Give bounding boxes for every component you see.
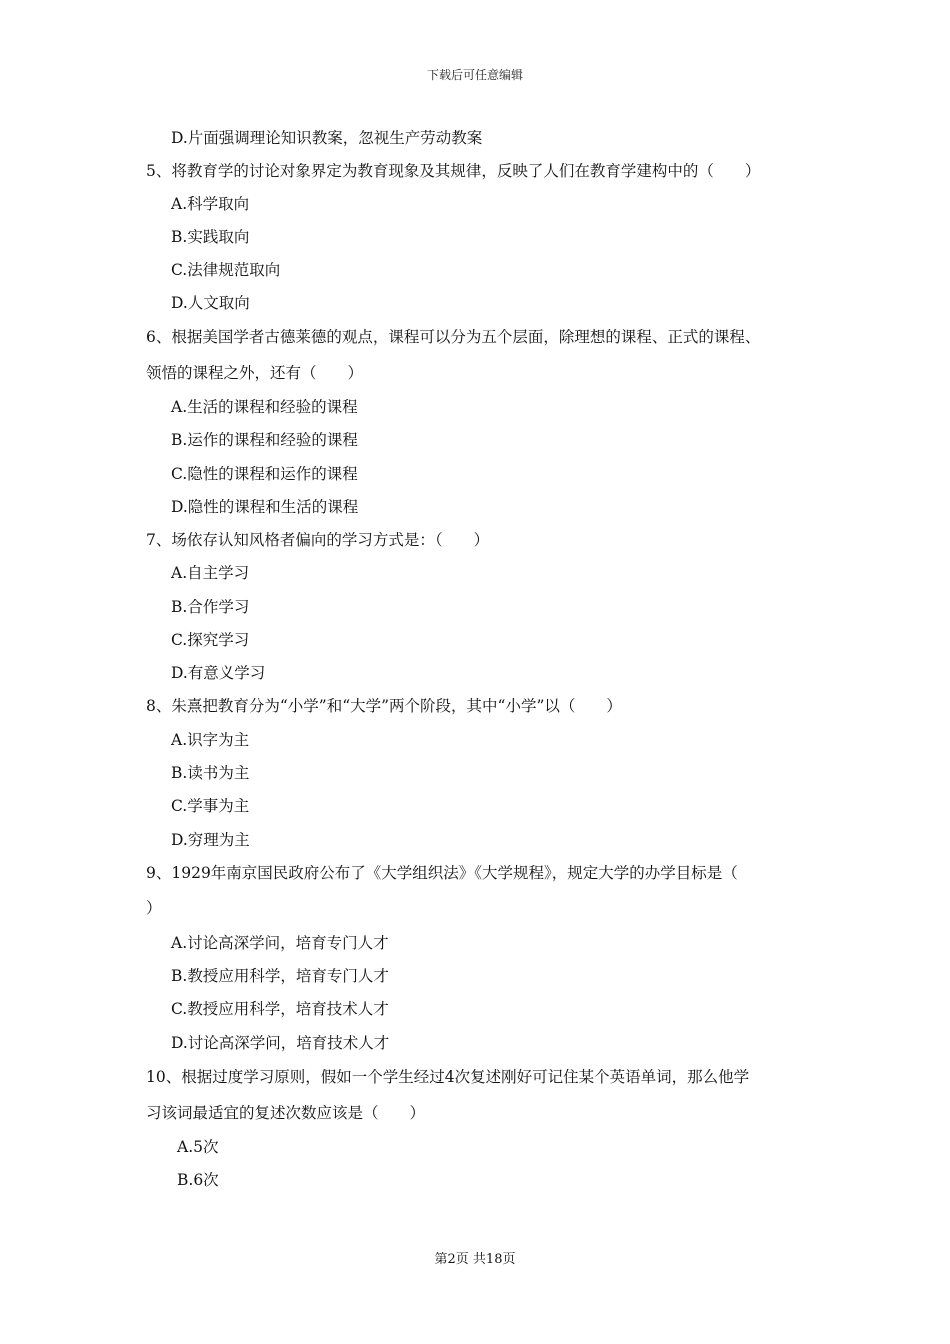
option-line: D.穷理为主 (171, 831, 250, 849)
option-line: A.科学取向 (171, 195, 250, 213)
question-line: 7、场依存认知风格者偏向的学习方式是：（ ） (146, 531, 490, 549)
question-line: 9、1929年南京国民政府公布了《大学组织法》《大学规程》，规定大学的办学目标是（ (146, 864, 738, 882)
option-line: B.教授应用科学，培育专门人才 (171, 967, 389, 985)
option-line: A.识字为主 (171, 731, 250, 749)
option-line: C.探究学习 (171, 631, 250, 649)
question-line: 领悟的课程之外，还有（ ） (146, 364, 364, 382)
option-line: D.隐性的课程和生活的课程 (171, 498, 359, 516)
question-line: 习该词最适宜的复述次数应该是（ ） (146, 1104, 426, 1122)
option-line: B.合作学习 (171, 598, 250, 616)
option-line: C.法律规范取向 (171, 261, 281, 279)
page-footer: 第2页 共18页 (434, 1252, 516, 1267)
question-line: ） (146, 899, 162, 917)
option-line: C.隐性的课程和运作的课程 (171, 465, 358, 483)
option-line: C.教授应用科学，培育技术人才 (171, 1000, 389, 1018)
option-line: A.自主学习 (171, 564, 250, 582)
question-line: 5、将教育学的讨论对象界定为教育现象及其规律，反映了人们在教育学建构中的（ ） (146, 162, 761, 180)
option-line: A.生活的课程和经验的课程 (171, 398, 358, 416)
option-line: A.讨论高深学问，培育专门人才 (171, 934, 389, 952)
option-line: D.片面强调理论知识教案，忽视生产劳动教案 (171, 129, 483, 147)
option-line: B.实践取向 (171, 228, 250, 246)
question-line: 6、根据美国学者古德莱德的观点，课程可以分为五个层面，除理想的课程、正式的课程、 (146, 328, 761, 346)
option-line: D.有意义学习 (171, 664, 266, 682)
question-line: 10、根据过度学习原则，假如一个学生经过4次复述刚好可记住某个英语单词，那么他学 (146, 1068, 750, 1086)
page-header: 下载后可任意编辑 (426, 68, 523, 82)
option-line: B.运作的课程和经验的课程 (171, 431, 358, 449)
option-line: D.人文取向 (171, 294, 250, 312)
option-line: D.讨论高深学问，培育技术人才 (171, 1034, 390, 1052)
option-line: A.5次 (177, 1138, 219, 1156)
option-line: C.学事为主 (171, 797, 250, 815)
option-line: B.读书为主 (171, 764, 250, 782)
question-line: 8、朱熹把教育分为“小学”和“大学”两个阶段，其中“小学”以（ ） (146, 697, 622, 715)
option-line: B.6次 (177, 1171, 219, 1189)
